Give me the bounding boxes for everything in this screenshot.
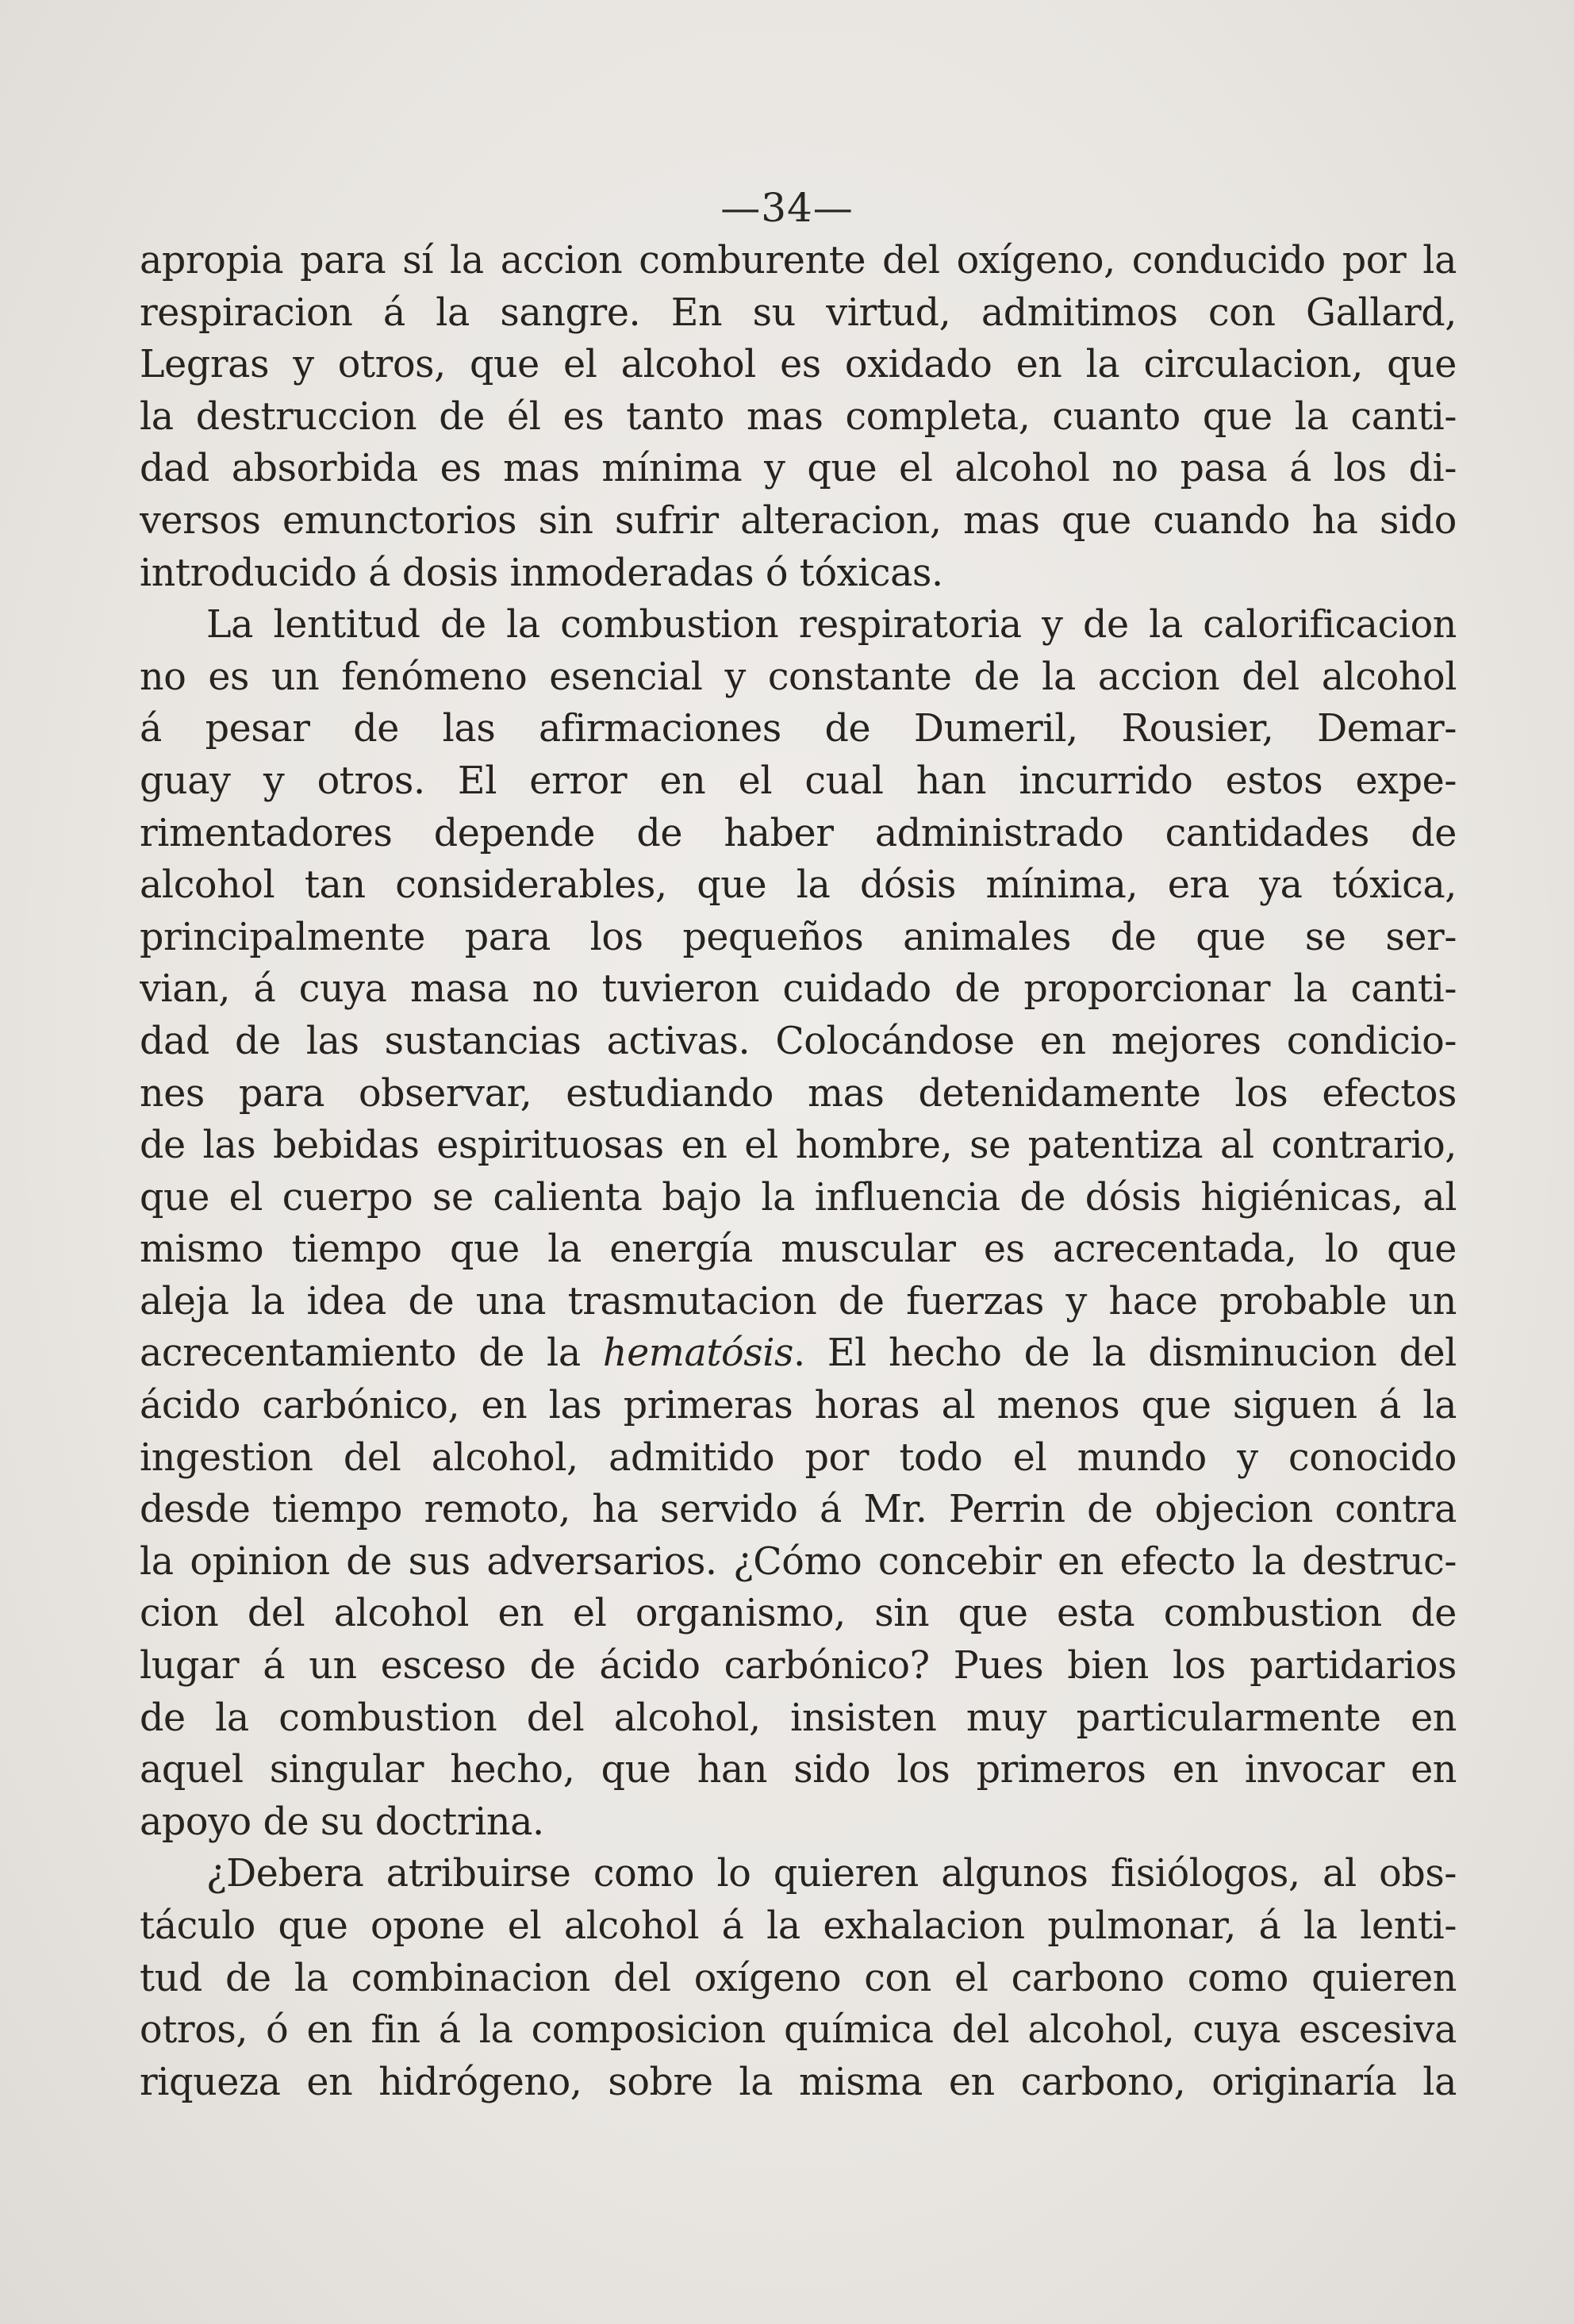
text-line: riqueza en hidrógeno, sobre la misma en carbono, originaría la xyxy=(140,2060,1457,2104)
text-line: guay y otros. El error en el cual han incurrido estos expe- xyxy=(140,759,1457,803)
text-line: versos emunctorios sin sufrir alteracion, mas que cuando ha sido xyxy=(140,498,1457,543)
text-segment: acrecentamiento de la xyxy=(140,1331,603,1376)
text-line: mismo tiempo que la energía muscular es acrecentada, lo que xyxy=(140,1227,1457,1272)
text-line: La lentitud de la combustion respiratoria y de la calorificacion xyxy=(206,603,1457,647)
text-line: ácido carbónico, en las primeras horas al menos que siguen á la xyxy=(140,1384,1457,1428)
text-line: dad de las sustancias activas. Colocándose en mejores condicio- xyxy=(140,1019,1457,1063)
text-line: apropia para sí la accion comburente del oxígeno, conducido por la xyxy=(140,239,1457,282)
text-line: tud de la combinacion del oxígeno con el carbono como quieren xyxy=(140,1956,1457,2000)
italic-term: hematósis xyxy=(602,1331,793,1376)
text-line-with-italic xyxy=(140,1327,1457,1380)
text-line: táculo que opone el alcohol á la exhalacion pulmonar, á la lenti- xyxy=(140,1904,1457,1948)
text-line: ingestion del alcohol, admitido por todo el mundo y conocido xyxy=(140,1435,1457,1480)
text-line: á pesar de las afirmaciones de Dumeril, Rousier, Demar- xyxy=(140,707,1457,751)
text-line: cion del alcohol en el organismo, sin que esta combustion de xyxy=(140,1592,1457,1636)
text-line: rimentadores depende de haber administrado cantidades de xyxy=(140,811,1457,855)
text-line: de las bebidas espirituosas en el hombre, se patentiza al contrario, xyxy=(140,1124,1457,1168)
text-line: lugar á un esceso de ácido carbónico? Pues bien los partidarios xyxy=(140,1644,1457,1688)
page-number: —34— xyxy=(720,185,854,231)
text-line: vian, á cuya masa no tuvieron cuidado de proporcionar la canti- xyxy=(140,967,1457,1012)
paragraph-3 xyxy=(140,1848,1457,2108)
text-line: principalmente para los pequeños animales de que se ser- xyxy=(140,915,1457,959)
text-line: introducido á dosis inmoderadas ó tóxicas. xyxy=(140,551,943,595)
text-line: nes para observar, estudiando mas detenidamente los efectos xyxy=(140,1071,1457,1116)
body-text xyxy=(140,235,1457,2108)
text-line: la destruccion de él es tanto mas completa, cuanto que la canti- xyxy=(140,394,1457,439)
text-line: otros, ó en fin á la composicion química del alcohol, cuya escesiva xyxy=(140,2008,1457,2053)
text-line: de la combustion del alcohol, insisten muy particularmente en xyxy=(140,1696,1457,1740)
text-line: alcohol tan considerables, que la dósis mínima, era ya tóxica, xyxy=(140,863,1457,908)
text-line: ¿Debera atribuirse como lo quieren algunos fisiólogos, al obs- xyxy=(206,1852,1457,1896)
text-line: Legras y otros, que el alcohol es oxidado en la circulacion, que xyxy=(140,343,1457,387)
text-line: que el cuerpo se calienta bajo la influencia de dósis higiénicas, al xyxy=(140,1175,1457,1220)
text-line: dad absorbida es mas mínima y que el alcohol no pasa á los di- xyxy=(140,447,1457,491)
paragraph-1 xyxy=(140,235,1457,599)
text-segment: . El hecho de la disminucion del xyxy=(793,1331,1457,1376)
text-line: aquel singular hecho, que han sido los primeros en invocar en xyxy=(140,1748,1457,1792)
paragraph-2 xyxy=(140,599,1457,1848)
text-line: aleja la idea de una trasmutacion de fuerzas y hace probable un xyxy=(140,1279,1457,1323)
text-line: apoyo de su doctrina. xyxy=(140,1800,544,1844)
text-line: desde tiempo remoto, ha servido á Mr. Perrin de objecion contra xyxy=(140,1488,1457,1532)
text-line: no es un fenómeno esencial y constante de la accion del alcohol xyxy=(140,655,1457,699)
text-line: respiracion á la sangre. En su virtud, admitimos con Gallard, xyxy=(140,290,1457,335)
text-line: la opinion de sus adversarios. ¿Cómo concebir en efecto la destruc- xyxy=(140,1539,1457,1584)
